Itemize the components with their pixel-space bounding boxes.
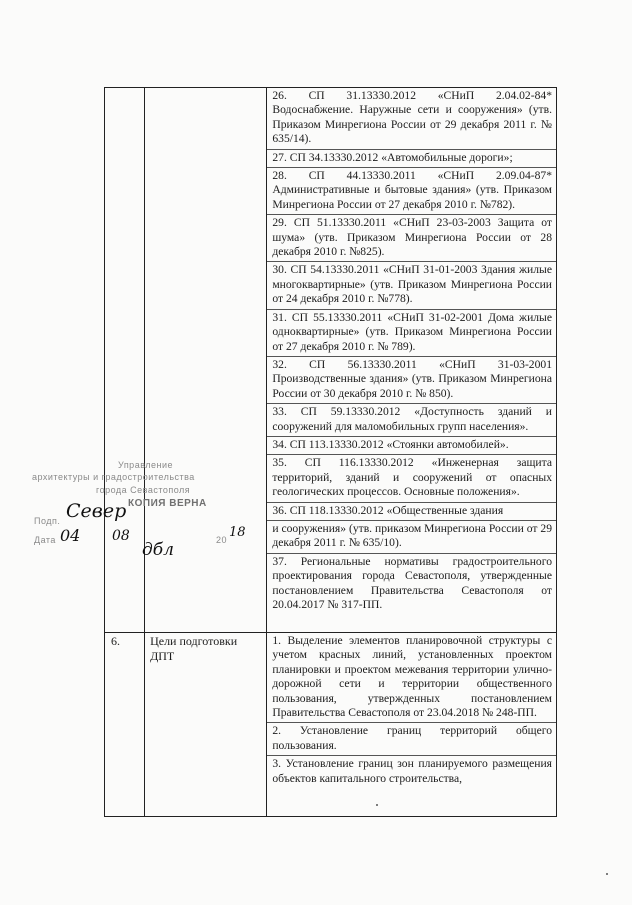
list-item: 30. СП 54.13330.2011 «СНиП 31-01-2003 Здания жилые многоквартирные» (утв. Приказом Минрегиона России от 24 декабря 2010 г. №778). (267, 261, 556, 308)
handwritten-year: 18 (229, 525, 246, 540)
list-item: и сооружения» (утв. приказом Минрегиона России от 29 декабря 2011 г. № 635/10). (267, 520, 556, 553)
list-item: 36. СП 118.13330.2012 «Общественные здания (267, 502, 556, 520)
requirements-table (104, 87, 557, 817)
row-number-cell: 6. (105, 633, 145, 817)
list-item: 31. СП 55.13330.2011 «СНиП 31-02-2001 Дома жилые одноквартирные» (утв. Приказом Минрегиона России от 27 декабря 2010 г. № 789). (267, 309, 556, 356)
list-item: 32. СП 56.13330.2011 «СНиП 31-03-2001 Производственные здания» (утв. Приказом Минрегиона России от 30 декабря 2010 г. № 850). (267, 356, 556, 403)
row-label-cell: Цели подготовки ДПТ (145, 633, 267, 817)
handwritten-initials: дбл (142, 540, 174, 560)
stamp-sign-label: Подп. (34, 516, 61, 526)
handwritten-month: 08 (112, 528, 130, 544)
stamp-title: КОПИЯ ВЕРНА (128, 498, 207, 509)
list-item: 27. СП 34.13330.2012 «Автомобильные дороги»; (267, 149, 556, 167)
list-item: 2. Установление границ территорий общего пользования. (267, 722, 556, 755)
stamp-line: Управление (118, 460, 174, 470)
list-item: 35. СП 116.13330.2012 «Инженерная защита территорий, зданий и сооружений от опасных геологических процессов. Основные положения». (267, 454, 556, 501)
list-item: 26. СП 31.13330.2012 «СНиП 2.04.02-84* Водоснабжение. Наружные сети и сооружения» (утв. Приказом Минрегиона России от 29 декабря 2011 г. № 635/14). (272, 89, 552, 146)
table-row (105, 633, 557, 817)
row-number-cell (105, 88, 145, 633)
stamp-year-prefix: 20 (216, 535, 228, 545)
row-content-cell (267, 633, 557, 817)
speck (606, 873, 608, 875)
list-item: 3. Установление границ зон планируемого размещения объектов капитального строительства, (267, 755, 556, 788)
stamp-line: архитектуры и градостроительства (32, 472, 195, 482)
stamp-line: города Севастополя (96, 485, 191, 495)
handwritten-day: 04 (60, 526, 81, 545)
handwritten-signature: Север (66, 500, 127, 522)
list-item: 33. СП 59.13330.2012 «Доступность зданий и сооружений для маломобильных групп населения». (267, 403, 556, 436)
speck (376, 804, 378, 806)
list-item: 28. СП 44.13330.2011 «СНиП 2.09.04-87* Административные и бытовые здания» (утв. Приказом Минрегиона России от 27 декабря 2010 г. №782). (267, 167, 556, 214)
list-item: 34. СП 113.13330.2012 «Стоянки автомобилей». (267, 436, 556, 454)
list-item: 37. Региональные нормативы градостроительного проектирования города Севастополя, утвержденные постановлением Правительства Севастополя от 20.04.2017 № 317-ПП. (267, 553, 556, 615)
list-item: 29. СП 51.13330.2011 «СНиП 23-03-2003 Защита от шума» (утв. Приказом Минрегиона России от 28 декабря 2010 г. №825). (267, 214, 556, 261)
row-content-cell (267, 88, 557, 633)
list-item: 1. Выделение элементов планировочной структуры с учетом красных линий, установленных проектом планировки и проектом межевания территории улично-дорожной сети и территории общественного пользования, утвержденных постановлением Правительства Севастополя от 23.04.2018 № 248-ПП. (272, 634, 552, 720)
stamp-date-label: Дата (34, 535, 56, 545)
